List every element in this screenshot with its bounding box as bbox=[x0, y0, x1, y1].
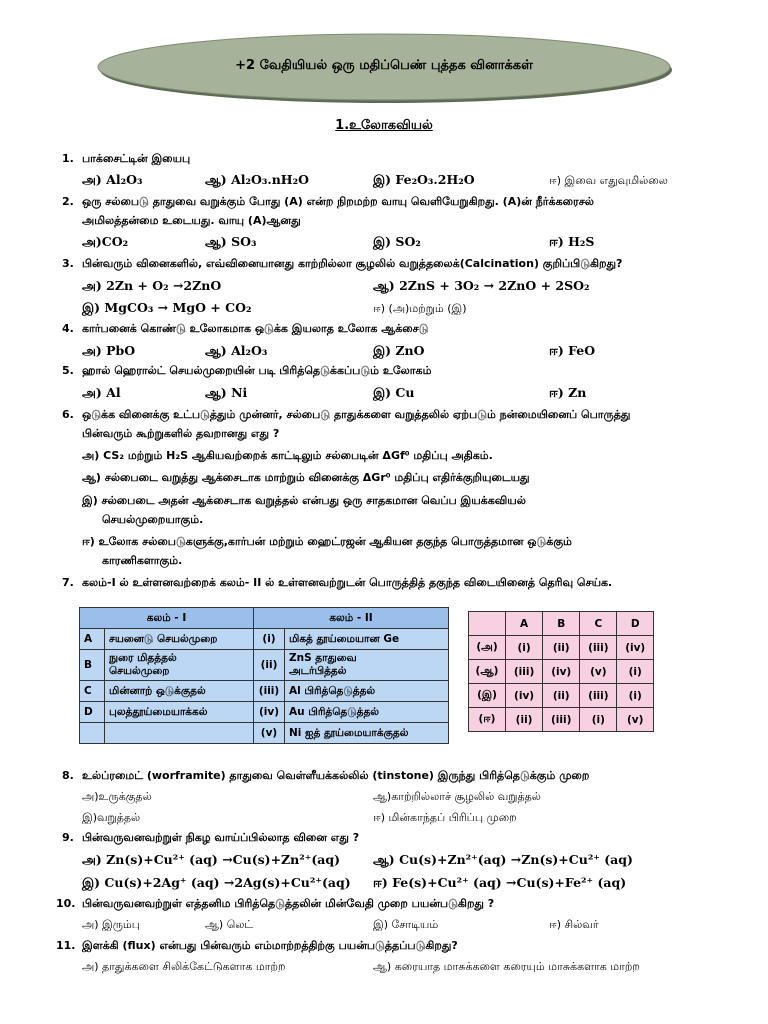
table-row: A சயனைடு செயல்முறை (i) மிகத் தூய்மையான Ge bbox=[80, 629, 449, 650]
chapter-heading: 1.உலோகவியல் bbox=[335, 118, 433, 133]
q9-text: பின்வருவனவற்றுள் நிகழ வாய்ப்பில்லாத வினை எது ? bbox=[82, 831, 360, 844]
q2-option-a: அ)CO₂ bbox=[82, 234, 129, 249]
q2-line-1: ஒரு சல்பைடு தாதுவை வறுக்கும் போது (A) என்ற நிறமற்ற வாயு வெளியேறுகிறது. (A)ன் நீர்க்கரைசல் bbox=[82, 195, 594, 208]
q1-option-d: ஈ) இவை எதுவுமில்லை bbox=[549, 174, 668, 187]
q5-option-a: அ) Al bbox=[82, 385, 121, 400]
q1-option-a: அ) Al₂O₃ bbox=[82, 172, 143, 187]
q10-number: 10. bbox=[56, 897, 76, 910]
q8-option-d: ஈ) மின்காந்தப் பிரிப்பு முறை bbox=[373, 811, 517, 824]
q3-option-d: ஈ) (அ)மற்றும் (இ) bbox=[373, 302, 467, 315]
q4-text: கார்பனைக் கொண்டு உலோகமாக ஒடுக்க இயலாத உலோக ஆக்சைடு bbox=[82, 322, 429, 335]
table-row: (v) Ni ஐத் தூய்மையாக்குதல் bbox=[80, 723, 449, 744]
answer-col: A bbox=[506, 612, 543, 636]
q8-option-a: அ)உருக்குதல் bbox=[82, 790, 152, 803]
q4-number: 4. bbox=[62, 322, 74, 335]
q9-option-d: ஈ) Fe(s)+Cu²⁺ (aq) →Cu(s)+Fe²⁺ (aq) bbox=[373, 875, 627, 890]
q10-option-a: அ) இரும்பு bbox=[82, 918, 140, 931]
q6-line-1: ஒடுக்க வினைக்கு உட்படுத்தும் முன்னர், சல்பைடு தாதுக்களை வறுத்தலில் ஏற்படும் நன்மையினைப் பொருத்து bbox=[82, 408, 631, 421]
q1-option-b: ஆ) Al₂O₃.nH₂O bbox=[205, 172, 309, 187]
answer-col: C bbox=[580, 612, 617, 636]
q3-option-b: ஆ) 2ZnS + 3O₂ → 2ZnO + 2SO₂ bbox=[373, 278, 590, 293]
q2-number: 2. bbox=[62, 195, 74, 208]
q3-number: 3. bbox=[62, 257, 74, 270]
q5-option-c: இ) Cu bbox=[373, 385, 415, 400]
q7-text: கலம்-I ல் உள்ளனவற்றைக் கலம்- II ல் உள்ளனவற்றுடன் பொருத்தித் தகுந்த விடையினைத் தெரிவு செய்க. bbox=[82, 576, 613, 589]
answer-col: D bbox=[617, 612, 654, 636]
table-row: B நுரை மிதத்தல் செயல்முறை (ii) ZnS தாதுவை அடர்பித்தல் bbox=[80, 650, 449, 681]
q4-option-c: இ) ZnO bbox=[373, 343, 425, 358]
q1-number: 1. bbox=[62, 152, 74, 165]
q5-number: 5. bbox=[62, 364, 74, 377]
q6-option-d-line-1: ஈ) உலோக சல்பைடுகளுக்கு,கார்பன் மற்றும் ஹைட்ரஜன் ஆகியன தகுந்த பொருத்தமான ஒடுக்கும் bbox=[82, 535, 572, 548]
q4-option-a: அ) PbO bbox=[82, 343, 136, 358]
q11-number: 11. bbox=[56, 939, 76, 952]
table-row: (ஈ) (ii) (iii) (i) (v) bbox=[469, 708, 654, 732]
q10-option-c: இ) சோடியம் bbox=[373, 918, 439, 931]
q6-line-2: பின்வரும் கூற்றுகளில் தவறானது எது ? bbox=[82, 427, 280, 440]
q3-text: பின்வரும் வினைகளில், எவ்வினையானது காற்றில்லா சூழலில் வறுத்தலைக்(Calcination) குறிப்பிடுகிறது? bbox=[82, 257, 623, 270]
q8-option-b: ஆ)காற்றில்லாச் சூழலில் வறுத்தல் bbox=[373, 790, 541, 803]
q8-text: உல்ப்ரமைட் (worframite) தாதுவை வெள்ளீயக்கல்லில் (tinstone) இருந்து பிரித்தெடுக்கும் முறை bbox=[82, 769, 590, 782]
q10-option-d: ஈ) சில்வர் bbox=[549, 918, 599, 931]
answer-col: B bbox=[543, 612, 580, 636]
q6-option-b: ஆ) சல்பைடை வறுத்து ஆக்சைடாக மாற்றும் வினைக்கு ΔGr⁰ மதிப்பு எதிர்க்குறியுடையது bbox=[82, 471, 530, 484]
q8-option-c: இ)வறுத்தல் bbox=[82, 811, 141, 824]
q2-option-c: இ) SO₂ bbox=[373, 234, 421, 249]
q10-text: பின்வருவனவற்றுள் எத்தனிம பிரித்தெடுத்தலின் மின்வேதி முறை பயன்படுகிறது ? bbox=[82, 897, 495, 910]
q6-option-c-line-1: இ) சல்பைடை அதன் ஆக்சைடாக வறுத்தல் என்பது ஒரு சாதகமான வெப்ப இயக்கவியல் bbox=[82, 494, 526, 507]
q6-option-d-line-2: காரணிகளாகும். bbox=[102, 554, 183, 567]
q3-option-c: இ) MgCO₃ → MgO + CO₂ bbox=[82, 300, 252, 315]
match-table-header-2: கலம் - II bbox=[254, 608, 449, 629]
q11-option-b: ஆ) கரையாத மாசுக்களை கரையும் மாசுக்களாக மாற்ற bbox=[373, 960, 640, 973]
q8-number: 8. bbox=[62, 769, 74, 782]
table-row: (ஆ) (iii) (iv) (v) (i) bbox=[469, 660, 654, 684]
q4-option-b: ஆ) Al₂O₃ bbox=[205, 343, 268, 358]
q11-text: இளக்கி (flux) என்பது பின்வரும் எம்மாற்றத்திற்கு பயன்படுத்தப்படுகிறது? bbox=[82, 939, 458, 952]
q4-option-d: ஈ) FeO bbox=[549, 343, 596, 358]
q6-number: 6. bbox=[62, 408, 74, 421]
page-title: +2 வேதியியல் ஒரு மதிப்பெண் புத்தக வினாக்கள் bbox=[235, 58, 533, 73]
q1-text: பாக்சைட்டின் இயைபு bbox=[82, 152, 191, 165]
table-row: (அ) (i) (ii) (iii) (iv) bbox=[469, 636, 654, 660]
q5-text: ஹால் ஹெரால்ட் செயல்முறையின் படி பிரித்தெடுக்கப்படும் உலோகம் bbox=[82, 364, 432, 377]
q9-option-b: ஆ) Cu(s)+Zn²⁺(aq) →Zn(s)+Cu²⁺ (aq) bbox=[373, 852, 633, 867]
q10-option-b: ஆ) லெட் bbox=[205, 918, 254, 931]
table-row: D புலத்தூய்மையாக்கல் (iv) Au பிரித்தெடுத்தல் bbox=[80, 702, 449, 723]
q1-option-c: இ) Fe₂O₃.2H₂O bbox=[373, 172, 475, 187]
q7-number: 7. bbox=[62, 576, 74, 589]
q5-option-b: ஆ) Ni bbox=[205, 385, 248, 400]
match-table-header-1: கலம் - I bbox=[80, 608, 254, 629]
q5-option-d: ஈ) Zn bbox=[549, 385, 587, 400]
answer-table bbox=[468, 611, 654, 732]
q9-number: 9. bbox=[62, 831, 74, 844]
q9-option-c: இ) Cu(s)+2Ag⁺ (aq) →2Ag(s)+Cu²⁺(aq) bbox=[82, 875, 351, 890]
match-table bbox=[79, 607, 449, 744]
q2-line-2: அமிலத்தன்மை உடையது. வாயு (A)ஆனது bbox=[82, 214, 301, 227]
q6-option-c-line-2: செயல்முறையாகும். bbox=[102, 513, 204, 526]
q2-option-d: ஈ) H₂S bbox=[549, 234, 595, 249]
q9-option-a: அ) Zn(s)+Cu²⁺ (aq) →Cu(s)+Zn²⁺(aq) bbox=[82, 852, 340, 867]
q3-option-a: அ) 2Zn + O₂ →2ZnO bbox=[82, 278, 222, 293]
table-row: C மின்னாற் ஒடுக்குதல் (iii) Al பிரித்தெடுத்தல் bbox=[80, 681, 449, 702]
q6-option-a: அ) CS₂ மற்றும் H₂S ஆகியவற்றைக் காட்டிலும் சல்பைடின் ΔGf⁰ மதிப்பு அதிகம். bbox=[82, 449, 493, 462]
table-row: (இ) (iv) (ii) (iii) (i) bbox=[469, 684, 654, 708]
q11-option-a: அ) தாதுக்களை சிலிக்கேட்டுகளாக மாற்ற bbox=[82, 960, 286, 973]
q2-option-b: ஆ) SO₃ bbox=[205, 234, 257, 249]
